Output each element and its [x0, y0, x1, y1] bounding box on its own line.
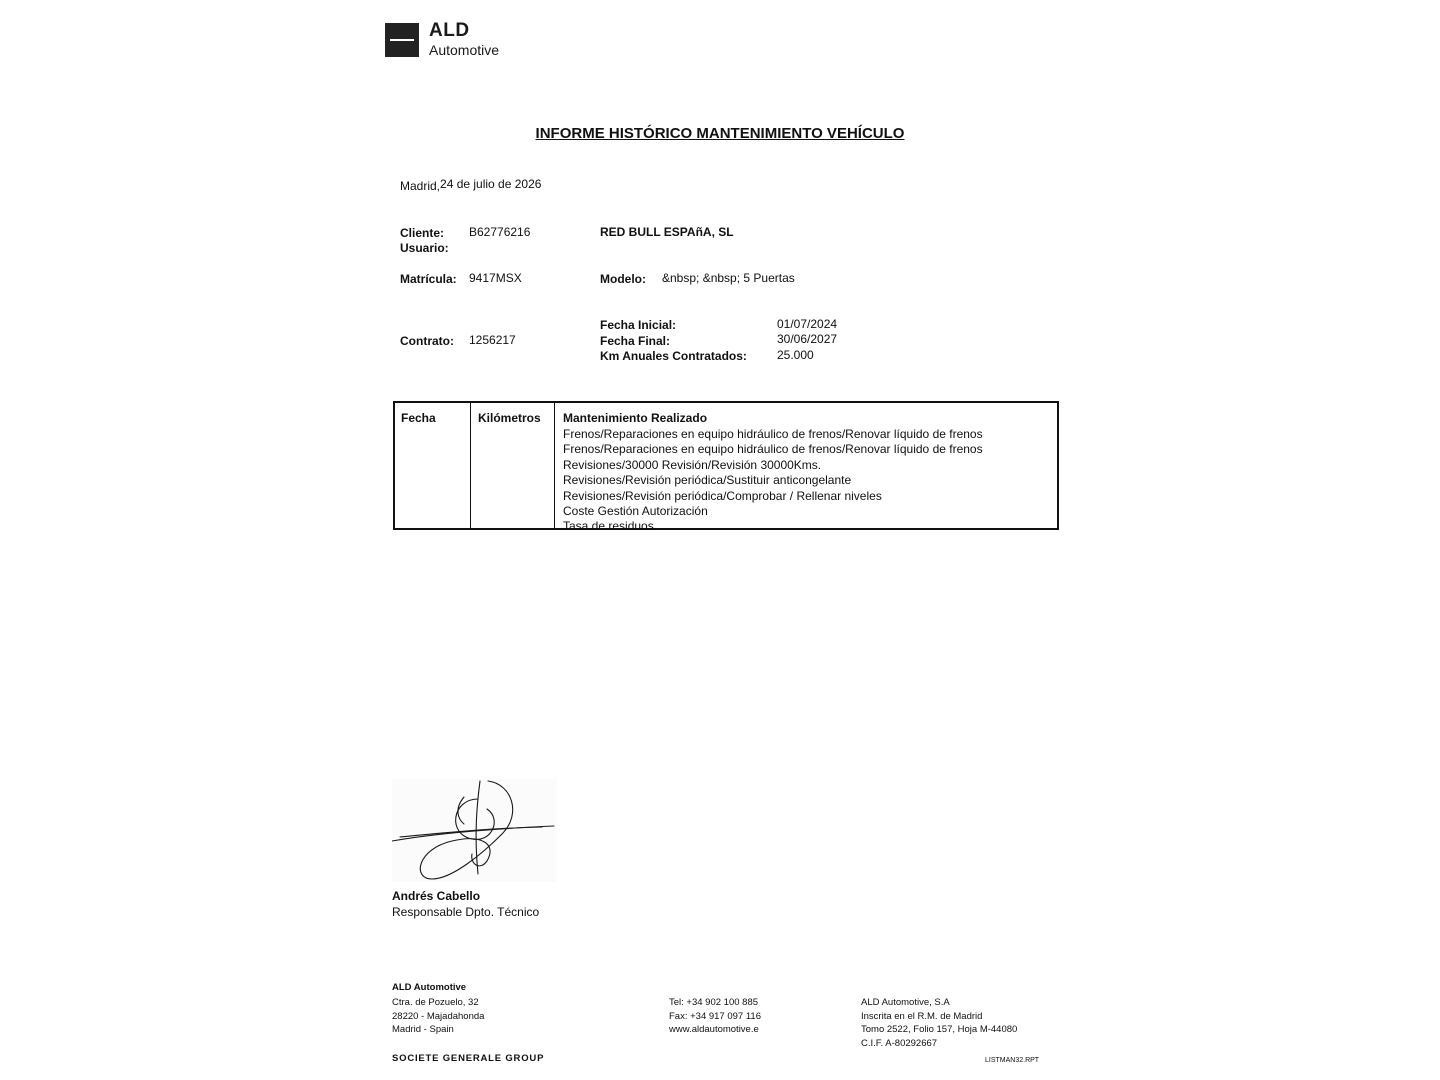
maintenance-item: Tasa de residuos: [563, 519, 654, 534]
footer-company: ALD Automotive: [392, 982, 467, 993]
modelo-label: Modelo:: [600, 272, 646, 286]
footer-legal-line: C.I.F. A-80292667: [861, 1037, 938, 1049]
usuario-label: Usuario:: [400, 241, 449, 255]
fecha-inicial-label: Fecha Inicial:: [600, 318, 677, 332]
fecha-inicial-value: 01/07/2024: [777, 317, 838, 331]
footer-address: [392, 996, 484, 1037]
fecha-final-label: Fecha Final:: [600, 334, 671, 348]
km-anuales-label: Km Anuales Contratados:: [600, 349, 747, 363]
contrato-label: Contrato:: [400, 334, 454, 348]
maintenance-table: [393, 401, 1059, 534]
footer-fax: Fax: +34 917 097 116: [669, 1010, 761, 1022]
maintenance-item: Revisiones/30000 Revisión/Revisión 30000Kms.: [563, 457, 822, 472]
modelo-value: &nbsp; &nbsp; 5 Puertas: [662, 271, 795, 285]
footer-address-line: Madrid - Spain: [392, 1024, 454, 1035]
header-mantenimiento: Mantenimiento Realizado: [563, 411, 708, 425]
footer-address-line: Ctra. de Pozuelo, 32: [392, 997, 479, 1008]
footer-legal: [861, 996, 1017, 1050]
signer-role: Responsable Dpto. Técnico: [392, 905, 540, 919]
signer-name: Andrés Cabello: [392, 889, 481, 903]
footer-group: SOCIETE GENERALE GROUP: [392, 1053, 545, 1064]
maintenance-item: Frenos/Reparaciones en equipo hidráulico de frenos/Renovar líquido de frenos: [563, 442, 983, 457]
footer-legal-line: Tomo 2522, Folio 157, Hoja M-44080: [861, 1024, 1018, 1035]
footer-address-line: 28220 - Majadahonda: [392, 1010, 485, 1022]
cliente-name: RED BULL ESPAñA, SL: [600, 225, 734, 239]
footer-phone: Tel: +34 902 100 885: [669, 997, 759, 1008]
report-code: LISTMAN32.RPT: [985, 1057, 1040, 1064]
footer-contact: [669, 996, 761, 1037]
header-fecha: Fecha: [401, 411, 436, 425]
km-anuales-value: 25.000: [777, 348, 814, 362]
header-kilometros: Kilómetros: [478, 411, 541, 425]
date-line: [400, 179, 541, 193]
contrato-value: 1256217: [469, 333, 516, 347]
date-city: Madrid,: [400, 179, 441, 193]
handwritten-signature: [392, 779, 557, 882]
logo-text-ald: ALD: [429, 20, 470, 41]
maintenance-item: Coste Gestión Autorización: [563, 504, 708, 519]
footer-website: www.aldautomotive.e: [669, 1024, 759, 1035]
cliente-label: Cliente:: [400, 226, 445, 240]
matricula-value: 9417MSX: [469, 271, 522, 285]
matricula-label: Matrícula:: [400, 272, 457, 286]
maintenance-item: Frenos/Reparaciones en equipo hidráulico de frenos/Renovar líquido de frenos: [563, 427, 983, 441]
column-divider: [554, 403, 555, 528]
maintenance-list: [563, 427, 983, 535]
footer-legal-line: ALD Automotive, S.A: [861, 997, 950, 1008]
fecha-final-value: 30/06/2027: [777, 332, 838, 346]
maintenance-item: Revisiones/Revisión periódica/Sustituir anticongelante: [563, 473, 852, 488]
footer-legal-line: Inscrita en el R.M. de Madrid: [861, 1010, 983, 1022]
logo-text-automotive: Automotive: [429, 42, 500, 58]
maintenance-item: Revisiones/Revisión periódica/Comprobar / Rellenar niveles: [563, 488, 882, 503]
company-logo: [385, 20, 515, 59]
column-divider: [470, 403, 471, 528]
report-date: 24 de julio de 2026: [440, 177, 542, 191]
logo-mark: [385, 23, 419, 57]
page-title: INFORME HISTÓRICO MANTENIMIENTO VEHÍCULO: [535, 125, 905, 142]
cliente-id: B62776216: [469, 225, 531, 239]
